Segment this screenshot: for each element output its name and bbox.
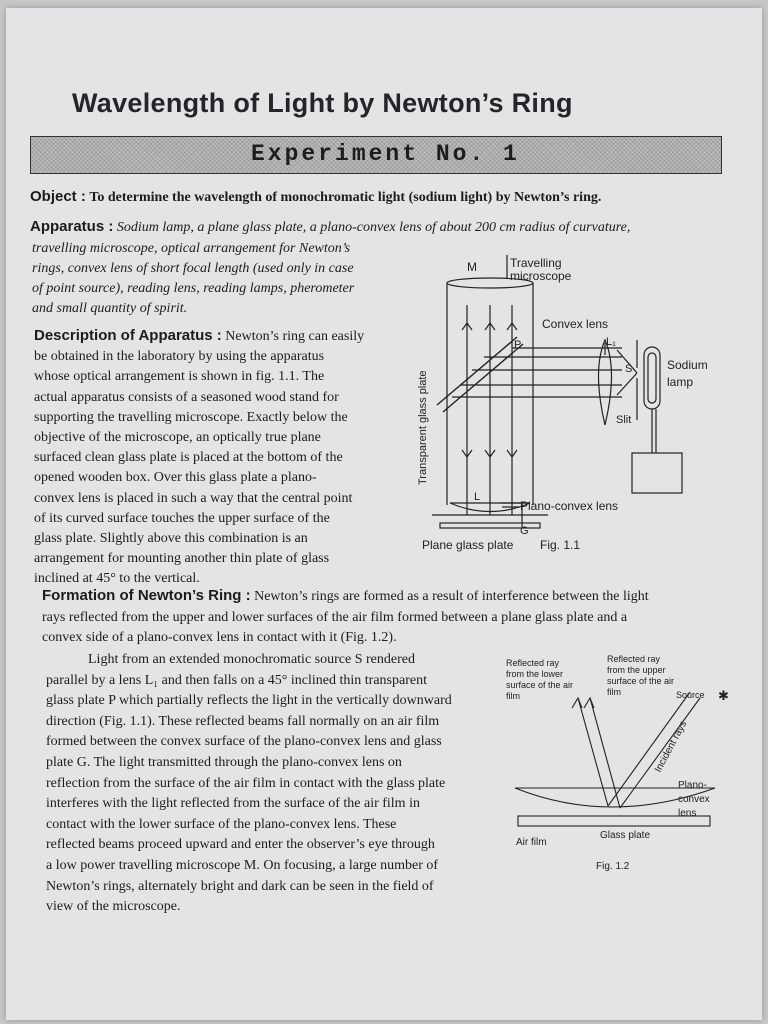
- plane-glass-label: Plane glass plate: [422, 538, 514, 552]
- experiment-label: Experiment No. 1: [251, 141, 520, 167]
- description-line: objective of the microscope, an optically true plane: [34, 430, 321, 446]
- incident-rays-label: Incident rays: [652, 719, 690, 775]
- label-g: G: [520, 525, 529, 537]
- label-l1: L₁: [606, 336, 616, 348]
- description-line: whose optical arrangement is shown in fig. 1.1. The: [34, 369, 325, 385]
- experiment-banner: [30, 136, 722, 174]
- label-s: S: [625, 363, 633, 375]
- body-line: reflection from the surface of the air film in contact with the glass plate: [46, 775, 446, 791]
- body-line: interferes with the light reflected from the surface of the air film in: [46, 796, 420, 812]
- apparatus-line: rings, convex lens of short focal length (used only in case: [32, 261, 354, 276]
- sodium-label: Sodium: [667, 358, 708, 372]
- lamp-base: [632, 453, 682, 493]
- fig-1-2-caption: Fig. 1.2: [596, 861, 630, 872]
- apparatus-line: and small quantity of spirit.: [32, 301, 188, 316]
- apparatus-line: of point source), reading lens, reading lamps, pherometer: [32, 281, 355, 296]
- object-paragraph: [30, 187, 730, 208]
- body-line: reflected beams proceed upward and enter the observer’s eye through: [46, 837, 435, 853]
- description-line: surfaced clean glass plate is placed at the bottom of the: [34, 450, 343, 466]
- description-line: Newton’s ring can easily: [225, 329, 365, 344]
- air-film-label: Air film: [516, 837, 547, 848]
- object-heading: Object :: [30, 188, 86, 205]
- reflected-upper-label: Reflected ray from the upper surface of the air film: [607, 654, 675, 697]
- description-line: arrangement for mounting another thin plate of glass: [34, 551, 330, 567]
- sodium-lamp: [644, 347, 660, 409]
- page-title: Wavelength of Light by Newton’s Ring: [72, 88, 573, 118]
- apparatus-continuation: [32, 239, 412, 319]
- transparent-glass-label: Transparent glass plate: [417, 370, 429, 485]
- source-star-icon: ✱: [718, 688, 729, 703]
- microscope-label: microscope: [510, 269, 572, 283]
- formation-line: rays reflected from the upper and lower surfaces of the air film formed between a plane glass plate and a: [42, 609, 628, 625]
- body-line: contact with the lower surface of the plano-convex lens. These: [46, 816, 397, 832]
- body-line: plate G. The light transmitted through the plano-convex lens on: [46, 754, 402, 770]
- plano-convex-label: Plano-convex lens: [520, 499, 619, 513]
- formation-heading: Formation of Newton’s Ring :: [42, 587, 251, 604]
- slit-label: Slit: [616, 414, 632, 426]
- body-line: a low power travelling microscope M. On focusing, a large number of: [46, 857, 439, 873]
- body-line: view of the microscope.: [46, 899, 181, 915]
- apparatus-heading: Apparatus :: [30, 218, 114, 235]
- description-line: be obtained in the laboratory by using the apparatus: [34, 349, 325, 365]
- figure-1-2: [500, 648, 740, 878]
- description-heading: Description of Apparatus :: [34, 327, 222, 344]
- description-line: actual apparatus consists of a seasoned wood stand for: [34, 389, 339, 405]
- formation-body: [46, 650, 501, 918]
- convex-lens-label: Convex lens: [542, 317, 609, 331]
- plano-convex-label: Plano- convex lens: [678, 780, 710, 819]
- travelling-label: Travelling: [510, 256, 562, 270]
- fig-1-1-caption: Fig. 1.1: [540, 538, 581, 552]
- description-line: convex lens is placed in such a way that the central point: [34, 490, 353, 506]
- label-l: L: [474, 491, 481, 503]
- description-paragraph: [34, 326, 414, 590]
- body-line: formed between the convex surface of the plano-convex lens and glass: [46, 734, 442, 750]
- description-line: inclined at 45° to the vertical.: [34, 571, 200, 587]
- figure-1-1: [412, 245, 742, 565]
- description-line: of its curved surface touches the upper surface of the: [34, 510, 330, 526]
- object-text: To determine the wavelength of monochromatic light (sodium light) by Newton’s ring.: [89, 190, 602, 205]
- reflected-lower-label: Reflected ray from the lower surface of the air film: [506, 658, 574, 701]
- description-line: supporting the travelling microscope. Exactly below the: [34, 409, 348, 425]
- formation-line: Newton’s rings are formed as a result of interference between the light: [254, 589, 649, 604]
- body-line: direction (Fig. 1.1). These reflected beams fall normally on an air film: [46, 713, 440, 729]
- description-line: glass plate. Slightly above this combination is an: [34, 531, 308, 547]
- label-p: P: [514, 339, 522, 351]
- body-line: parallel by a lens L₁ and then falls on a 45° inclined thin transparent: [46, 672, 427, 688]
- body-line: Light from an extended monochromatic source S rendered: [88, 652, 415, 667]
- source-label: Source: [676, 690, 705, 700]
- body-line: Newton’s rings, alternately bright and dark can be seen in the field of: [46, 878, 434, 894]
- formation-paragraph: [42, 586, 742, 649]
- body-line: glass plate P which partially reflects the light in the vertically downward: [46, 693, 452, 709]
- formation-line: convex side of a plano-convex lens in contact with it (Fig. 1.2).: [42, 630, 397, 645]
- apparatus-paragraph: [30, 217, 730, 238]
- lamp-label: lamp: [667, 375, 694, 389]
- label-m: M: [467, 260, 477, 274]
- apparatus-line: travelling microscope, optical arrangement for Newton’s: [32, 241, 351, 256]
- glass-plate-label: Glass plate: [600, 830, 651, 841]
- apparatus-line: Sodium lamp, a plane glass plate, a plano-convex lens of about 200 cm radius of curvature,: [116, 220, 631, 235]
- description-line: opened wooden box. Over this glass plate a plano-: [34, 470, 317, 486]
